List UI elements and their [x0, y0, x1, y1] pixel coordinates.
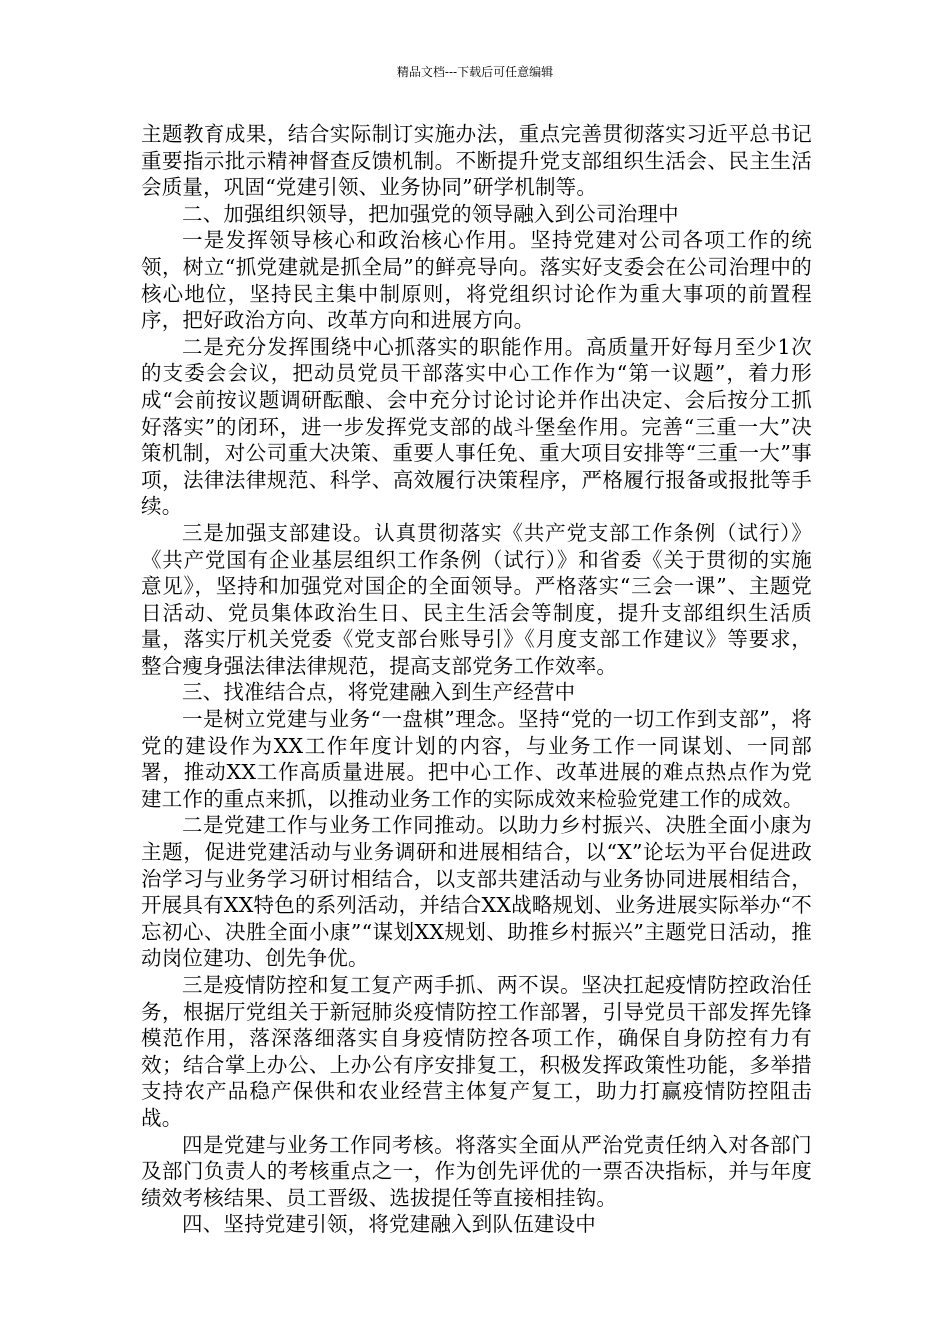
page-header: 精品文档---下载后可任意编辑 [396, 65, 554, 79]
paragraph: 二是充分发挥围绕中心抓落实的职能作用。高质量开好每月至少1次的支委会会议，把动员党员干部落实中心工作作为“第一议题”，着力形成“会前按议题调研酝酿、会中充分讨论讨论并作出决定、会后按分工抓好落实”的闭环，进一步发挥党支部的战斗堡垒作用。完善“三重一大”决策机制，对公司重大决策、重要人事任免、重大项目安排等“三重一大”事项，法律法律规范、科学、高效履行决策程序，严格履行报备或报批等手续。 [141, 334, 812, 519]
paragraph: 三是加强支部建设。认真贯彻落实《共产党支部工作条例（试行）》《共产党国有企业基层组织工作条例（试行）》和省委《关于贯彻的实施意见》，坚持和加强党对国企的全面领导。严格落实“三会一课”、主题党日活动、党员集体政治生日、民主生活会等制度，提升支部组织生活质量，落实厅机关党委《党支部台账导引》《月度支部工作建议》等要求，整合瘦身强法律法律规范，提高支部党务工作效率。 [141, 520, 812, 678]
paragraph: 四是党建与业务工作同考核。将落实全面从严治党责任纳入对各部门及部门负责人的考核重点之一，作为创先评优的一票否决指标，并与年度绩效考核结果、员工晋级、选拔提任等直接相挂钩。 [141, 1132, 812, 1210]
paragraph-continuation: 主题教育成果，结合实际制订实施办法，重点完善贯彻落实习近平总书记重要指示批示精神督查反馈机制。不断提升党支部组织生活会、民主生活会质量，巩固“党建引领、业务协同”研学机制等。 [141, 122, 812, 200]
section-heading-2: 二、加强组织领导，把加强党的领导融入到公司治理中 [182, 201, 679, 226]
paragraph: 一是树立党建与业务“一盘棋”理念。坚持“党的一切工作到支部”，将党的建设作为XX工作年度计划的内容，与业务工作一同谋划、一同部署，推动XX工作高质量进展。把中心工作、改革进展的难点热点作为党建工作的重点来抓，以推动业务工作的实际成效来检验党建工作的成效。 [141, 707, 812, 811]
document-body [141, 121, 812, 1238]
paragraph: 三是疫情防控和复工复产两手抓、两不误。坚决扛起疫情防控政治任务，根据厅党组关于新冠肺炎疫情防控工作部署，引导党员干部发挥先锋模范作用，落深落细落实自身疫情防控各项工作，确保自身防控有力有效；结合掌上办公、上办公有序安排复工，积极发挥政策性功能，多举措支持农产品稳产保供和农业经营主体复产复工，助力打赢疫情防控阻击战。 [141, 973, 812, 1130]
section-heading-3: 三、找准结合点，将党建融入到生产经营中 [182, 680, 576, 705]
paragraph: 一是发挥领导核心和政治核心作用。坚持党建对公司各项工作的统领，树立“抓党建就是抓全局”的鲜亮导向。落实好支委会在公司治理中的核心地位，坚持民主集中制原则，将党组织讨论作为重大事项的前置程序，把好政治方向、改革方向和进展方向。 [141, 228, 812, 333]
paragraph: 二是党建工作与业务工作同推动。以助力乡村振兴、决胜全面小康为主题，促进党建活动与业务调研和进展相结合，以“X”论坛为平台促进政治学习与业务学习研讨相结合，以支部共建活动与业务协同进展相结合，开展具有XX特色的系列活动，并结合XX战略规划、业务进展实际举办“不忘初心、决胜全面小康”“谋划XX规划、助推乡村振兴”主题党日活动，推动岗位建功、创先争优。 [141, 813, 812, 971]
section-heading-4: 四、坚持党建引领，将党建融入到队伍建设中 [182, 1212, 596, 1237]
